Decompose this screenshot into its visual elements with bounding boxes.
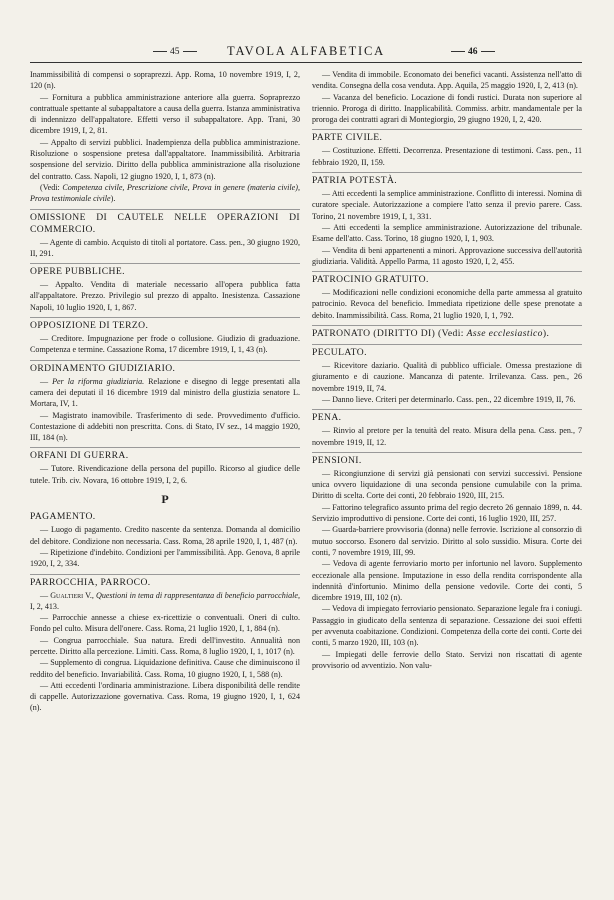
entry-paragraph: — Vedova di agente ferroviario morto per infortunio nel lavoro. Supplemento eccezionale alla pensione. Imputazione in esso della rendita corrispondente alla indennità d'infortunio. Minimo della pensione vedovile. Corte dei conti, 5 dicembre 1919, III, 102 (n). <box>312 559 582 603</box>
section-heading: PATROCINIO GRATUITO. <box>312 271 582 286</box>
entry-paragraph: — Agente di cambio. Acquisto di titoli al portatore. Cass. pen., 30 giugno 1920, II, 291. <box>30 237 300 258</box>
section-heading: OMISSIONE DI CAUTELE NELLE OPERAZIONI DI COMMERCIO. <box>30 209 300 236</box>
page-header <box>30 42 582 64</box>
entry-paragraph: — Vendita di immobile. Economato dei benefici vacanti. Assistenza nell'atto di vendita. Consegna della cosa venduta. App. Aquila, 25 maggio 1920, I, 2, 413 (n). <box>312 70 582 91</box>
section-heading: PARROCCHIA, PARROCO. <box>30 574 300 589</box>
entry-paragraph: — Ricongiunzione di servizi già pensionati con servizi successivi. Pensione unica ovvero liquidazione di una seconda pensione cumulabile con la prima. Diritto di scelta. Corte dei conti, 20 febbraio 1920, III, 215. <box>312 468 582 501</box>
section-heading: PATRIA POTESTÀ. <box>312 172 582 187</box>
entry-paragraph: — Ricevitore daziario. Qualità di pubblico ufficiale. Omessa prestazione di giuramento e di cauzione. Mancanza di patente. Irrilevanza. Cass. pen., 26 novembre 1919, II, 74. <box>312 361 582 393</box>
section-heading: PAGAMENTO. <box>30 511 96 523</box>
entry-paragraph: — Congrua parrocchiale. Sua natura. Eredi dell'investito. Annualità non percette. Diritto alla percezione. Limiti. Cass. Roma, 8 luglio 1920, I, 1, 1017 (n). <box>30 635 300 656</box>
section-heading: OPPOSIZIONE DI TERZO. <box>30 317 300 332</box>
entry-paragraph: — Creditore. Impugnazione per frode o collusione. Giudizio di graduazione. Competenza e termine. Cassazione Roma, 17 dicembre 1919, I, 1, 43 (n). <box>30 334 300 355</box>
entry-paragraph: — Per la riforma giudiziaria. Relazione e disegno di legge presentati alla camera dei deputati il 16 dicembre 1919 dal ministro della giustizia senatore L. Mortara, IV, 1. <box>30 376 300 409</box>
entry-paragraph: — Luogo di pagamento. Credito nascente da sentenza. Domanda al domicilio del debitore. Condizione non necessaria. Cass. Roma, 28 aprile 1920, I, 1, 487 (n). <box>30 525 300 546</box>
entry-paragraph: — Magistrato inamovibile. Trasferimento di sede. Provvedimento d'ufficio. Contestazione di addebiti non prescritta. Cons. di Stato, IV sez., 14 maggio 1920, III, 184 (n). <box>30 410 300 443</box>
section-heading: PATRONATO (DIRITTO DI) (Vedi: Asse ecclesiastico). <box>312 325 582 340</box>
section-heading: OPERE PUBBLICHE. <box>30 263 300 278</box>
entry-paragraph: — Tutore. Rivendicazione della persona del pupillo. Ricorso al giudice delle tutele. Trib. civ. Novara, 16 ottobre 1919, I, 2, 6. <box>30 464 300 485</box>
right-column <box>312 69 582 889</box>
entry-paragraph: — Appalto. Vendita di materiale necessario all'opera pubblica fatta all'appaltatore. Prezzo. Privilegio sul prezzo di appalto. Inesistenza. Cassazione Napoli, 10 luglio 1920, I, 1, 867. <box>30 280 300 312</box>
see-also-note: (Vedi: Competenza civile, Prescrizione civile, Prova in genere (materia civile), Prova testimoniale civile). <box>30 182 300 204</box>
alphabet-letter: P <box>161 492 169 507</box>
entry-paragraph: Inammissibilità di compensi o sopraprezzi. App. Roma, 10 novembre 1919, I, 2, 120 (n). <box>30 70 300 91</box>
section-heading: PENA. <box>312 409 582 424</box>
entry-paragraph: — Vedova di impiegato ferroviario pensionato. Separazione legale fra i coniugi. Passaggio in giudicato della sentenza di separazione. Cessazione dei suoi effetti per avvenuta coabitazione. Condizioni. Competenza della corte dei conti. Corte dei conti, 5 marzo 1920, III, 103 (n). <box>312 604 582 648</box>
entry-paragraph: — Vendita di beni appartenenti a minori. Approvazione successiva dell'autorità giudiziaria. Validità. Appello Parma, 11 agosto 1920, I, 2, 455. <box>312 245 582 266</box>
entry-paragraph: — Costituzione. Effetti. Decorrenza. Presentazione di testimoni. Cass. pen., 11 febbraio 1920, II, 159. <box>312 146 582 167</box>
page-title: TAVOLA ALFABETICA <box>227 44 385 58</box>
section-heading: PENSIONI. <box>312 452 582 467</box>
entry-paragraph: — Guarda-barriere provvisoria (donna) nelle ferrovie. Iscrizione al consorzio di mutuo soccorso. Esonero dal servizio. Diritto al solo sussidio. Misura. Corte dei conti, 7 novembre 1919, III, 99. <box>312 525 582 557</box>
entry-paragraph: — Parrocchie annesse a chiese ex-ricettizie o conventuali. Oneri di culto. Fondo pel culto. Misura dell'onere. Cass. Roma, 21 luglio 1920, I, 1, 884 (n). <box>30 613 300 634</box>
left-column <box>30 69 300 889</box>
entry-paragraph: — Appalto di servizi pubblici. Inadempienza della pubblica amministrazione. Risoluzione o sospensione pretesa dall'appaltatore. Inammissibilità. Arbitraria sospensione del servizio. Diritto della pubblica amministrazione alla risoluzione del contratto. Cass. Napoli, 12 giugno 1920, I, 1, 873 (n). <box>30 137 300 181</box>
entry-paragraph: — Fattorino telegrafico assunto prima del regio decreto 26 gennaio 1899, n. 44. Servizio improduttivo di pensione. Corte dei conti, 16 luglio 1920, III, 257. <box>312 502 582 524</box>
section-heading: ORFANI DI GUERRA. <box>30 447 300 462</box>
entry-paragraph: — Rinvio al pretore per la tenuità del reato. Misura della pena. Cass. pen., 7 novembre 1919, II, 12. <box>312 426 582 447</box>
entry-paragraph: — Atti eccedenti la semplice amministrazione. Autorizzazione del tribunale. Esame dell'atto. Cass. Torino, 18 giugno 1920, I, 1, 903. <box>312 222 582 244</box>
entry-paragraph: — Atti eccedenti l'ordinaria amministrazione. Libera disponibilità delle rendite di cappelle. Autorizzazione governativa. Cass. Roma, 19 giugno 1920, I, 1, 624 (n). <box>30 680 300 713</box>
entry-paragraph: — Gualtieri V., Questioni in tema di rappresentanza di beneficio parrocchiale, I, 2, 413. <box>30 590 300 611</box>
section-heading: PECULATO. <box>312 344 582 359</box>
left-page-number: 45 <box>150 47 200 57</box>
entry-paragraph: — Atti eccedenti la semplice amministrazione. Conflitto di interessi. Nomina di curatore speciale. Autorizzazione a compiere l'atto senza il previo parere. Cass. Torino, 21 novembre 1919, I, 1, 331. <box>312 189 582 221</box>
header-rule <box>30 62 582 63</box>
entry-paragraph: — Ripetizione d'indebito. Condizioni per l'ammissibilità. App. Genova, 8 aprile 1920, I, 2, 334. <box>30 547 300 569</box>
right-page-number: 46 <box>448 47 498 57</box>
entry-paragraph: — Danno lieve. Criteri per determinarlo. Cass. pen., 22 dicembre 1919, II, 76. <box>322 394 576 404</box>
entry-paragraph: — Supplemento di congrua. Liquidazione definitiva. Cause che diminuiscono il reddito del beneficio. Invariabilità. Cass. Roma, 10 giugno 1920, I, 1, 588 (n). <box>30 658 300 679</box>
entry-paragraph: — Impiegati delle ferrovie dello Stato. Servizi non riscattati di agente provvisorio od avventizio. Non valu- <box>312 649 582 670</box>
entry-paragraph: — Fornitura a pubblica amministrazione anteriore alla guerra. Sopraprezzo contrattuale spettante al subappaltatore a causa della guerra. Istanza amministrativa di indennizzo dell'appaltatore. Effetti verso il subappaltatore. App. Trani, 30 dicembre 1919, I, 2, 81. <box>30 92 300 136</box>
section-heading: ORDINAMENTO GIUDIZIARIO. <box>30 360 300 375</box>
section-heading: PARTE CIVILE. <box>312 129 582 144</box>
entry-paragraph: — Modificazioni nelle condizioni economiche della parte ammessa al gratuito patrocinio. Revoca del beneficio. Immediata ripetizione delle spese prenotate a debito. Inammissibilità. Cass. Roma, 21 luglio 1920, I, 1, 792. <box>312 288 582 320</box>
entry-paragraph: — Vacanza del beneficio. Locazione di fondi rustici. Durata non superiore al triennio. Proroga di diritto. Inapplicabilità. Commiss. arbitr. mandamentale per la proroga dei contratti agrari di Montegiorgio, 29 giugno 1920, I, 2, 420. <box>312 92 582 125</box>
